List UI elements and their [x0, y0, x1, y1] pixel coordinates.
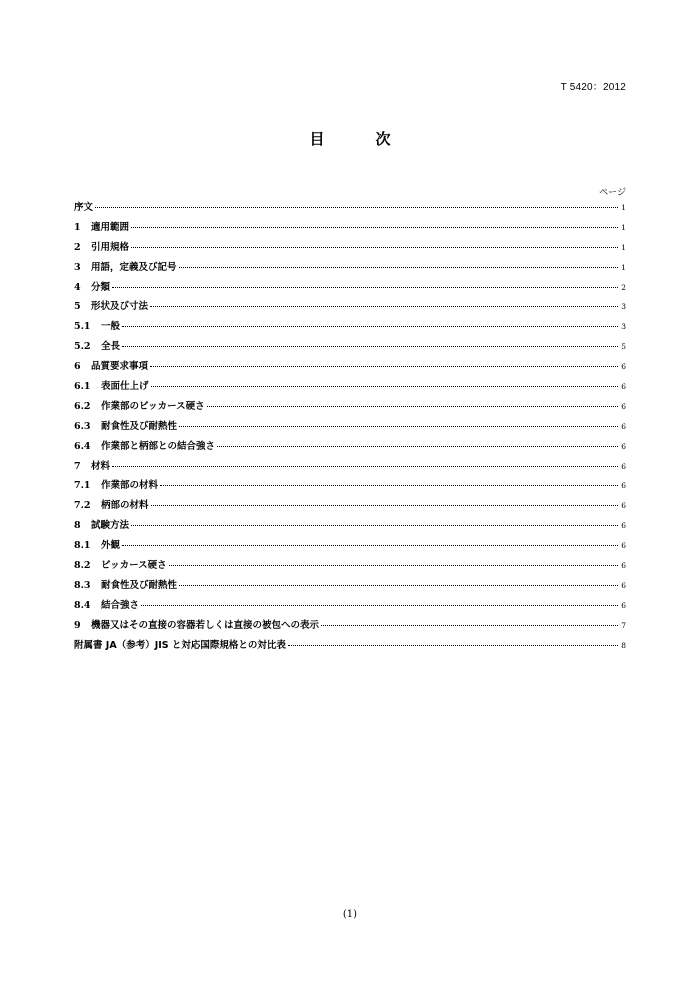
standard-number: T 5420：2012	[560, 82, 626, 93]
toc-entry[interactable]	[74, 358, 626, 378]
toc-entry-number: 6.4	[74, 440, 91, 452]
toc-entry[interactable]	[74, 378, 626, 398]
toc-entry-page: 6	[621, 481, 626, 491]
toc-entry-page: 6	[621, 421, 626, 431]
toc-title: 目 次	[309, 130, 409, 148]
toc-entry-title: 序文	[74, 202, 94, 213]
toc-entry[interactable]	[74, 497, 626, 517]
toc-entry-title: 試験方法	[91, 520, 130, 532]
toc-entry-page: 6	[621, 362, 626, 372]
toc-entry-title: 作業部のビッカース硬さ	[101, 400, 205, 412]
page-column-label: ページ	[599, 188, 626, 198]
toc-entry-number: 8.4	[74, 599, 91, 611]
toc-entry-title: 外観	[101, 540, 121, 552]
toc-entry-number: 5.2	[74, 341, 91, 353]
toc-entry-page: 6	[621, 561, 626, 571]
toc-entry[interactable]	[74, 279, 626, 299]
toc-entry[interactable]	[74, 418, 626, 438]
toc-entry-number: 6.1	[74, 381, 91, 393]
toc-entry[interactable]	[74, 537, 626, 557]
toc-entry-page: 6	[621, 521, 626, 531]
toc-entry-page: 8	[621, 640, 626, 650]
toc-entry-number: 7.1	[74, 480, 91, 492]
toc-dot-leader	[95, 207, 618, 208]
toc-entry-title: 全長	[101, 341, 121, 353]
toc-entry[interactable]	[74, 477, 626, 497]
toc-dot-leader	[217, 446, 618, 447]
toc-entry-number: 4	[74, 281, 81, 293]
toc-entry[interactable]	[74, 458, 626, 478]
toc-entry-page: 1	[621, 222, 626, 232]
toc-entry[interactable]	[74, 259, 626, 279]
toc-entry-title: 材料	[91, 460, 111, 472]
toc-entry-title: 分類	[91, 281, 111, 293]
toc-dot-leader	[288, 645, 618, 646]
toc-entry-title: 一般	[101, 321, 121, 333]
toc-entry[interactable]	[74, 298, 626, 318]
toc-dot-leader	[122, 326, 618, 327]
toc-entry-number: 1	[74, 221, 81, 233]
toc-entry-page: 6	[621, 382, 626, 392]
toc-dot-leader	[169, 565, 618, 566]
toc-dot-leader	[131, 227, 618, 228]
toc-entry-number: 6.3	[74, 420, 91, 432]
page-number-footer: (1)	[342, 909, 358, 920]
toc-entry-title: 引用規格	[91, 241, 130, 253]
toc-entry-title: 機器又はその直接の容器若しくは直接の被包への表示	[91, 619, 320, 631]
toc-entry[interactable]	[74, 398, 626, 418]
toc-dot-leader	[151, 505, 618, 506]
toc-entry-title: 表面仕上げ	[101, 381, 149, 393]
toc-entry[interactable]	[74, 557, 626, 577]
toc-entry-title: 作業部と柄部との結合強さ	[101, 440, 216, 452]
toc-entry-page: 5	[621, 342, 626, 352]
toc-dot-leader	[321, 625, 618, 626]
toc-entry-page: 1	[621, 203, 626, 212]
toc-entry[interactable]	[74, 438, 626, 458]
toc-entry-page: 3	[621, 302, 626, 312]
toc-entry[interactable]	[74, 617, 626, 637]
toc-entry-number: 8.2	[74, 560, 91, 572]
toc-entry-number: 8	[74, 520, 81, 532]
toc-entry-title: 品質要求事項	[91, 361, 149, 373]
toc-dot-leader	[150, 366, 618, 367]
toc-entry-page: 6	[621, 501, 626, 511]
toc-entry-title: ビッカース硬さ	[101, 560, 167, 572]
toc-dot-leader	[122, 545, 618, 546]
toc-entry-page: 1	[621, 262, 626, 272]
toc-entry-number: 9	[74, 619, 81, 631]
toc-entry-title: 結合強さ	[101, 599, 140, 611]
toc-entry-page: 2	[621, 282, 626, 292]
toc-dot-leader	[179, 585, 618, 586]
toc-entry-number: 7.2	[74, 500, 91, 512]
toc-dot-leader	[141, 605, 618, 606]
toc-entry-title: 附属書 JA（参考）JIS と対応国際規格との対比表	[74, 639, 286, 651]
toc-dot-leader	[179, 426, 618, 427]
toc-entry-page: 7	[621, 620, 626, 630]
toc-entry-title: 作業部の材料	[101, 480, 159, 492]
toc-entry[interactable]	[74, 597, 626, 617]
toc-entry-number: 8.1	[74, 540, 91, 552]
toc-entry-page: 6	[621, 600, 626, 610]
toc-entry-title: 耐食性及び耐熱性	[101, 420, 178, 432]
toc-entry-page: 6	[621, 461, 626, 471]
toc-entry-page: 6	[621, 541, 626, 551]
toc-entry[interactable]	[74, 199, 626, 219]
toc-dot-leader	[112, 287, 618, 288]
toc-entry-number: 3	[74, 261, 81, 273]
toc-entry-title: 耐食性及び耐熱性	[101, 579, 178, 591]
toc-entry-page: 6	[621, 401, 626, 411]
toc-entry[interactable]	[74, 219, 626, 239]
toc-dot-leader	[160, 485, 618, 486]
table-of-contents	[74, 199, 626, 656]
toc-entry-page: 3	[621, 322, 626, 332]
toc-entry-title: 用語，定義及び記号	[91, 261, 177, 273]
toc-dot-leader	[122, 346, 618, 347]
toc-entry[interactable]	[74, 338, 626, 358]
toc-entry-number: 7	[74, 460, 81, 472]
toc-entry[interactable]	[74, 517, 626, 537]
toc-entry-number: 8.3	[74, 579, 91, 591]
toc-entry[interactable]	[74, 577, 626, 597]
toc-dot-leader	[179, 267, 618, 268]
toc-entry-number: 5	[74, 301, 81, 313]
toc-entry-title: 適用範囲	[91, 221, 130, 233]
toc-entry[interactable]	[74, 318, 626, 338]
toc-entry-number: 2	[74, 241, 81, 253]
toc-entry-number: 6	[74, 361, 81, 373]
toc-dot-leader	[151, 386, 618, 387]
toc-entry[interactable]	[74, 239, 626, 259]
toc-entry-number: 6.2	[74, 400, 91, 412]
toc-entry[interactable]	[74, 637, 626, 657]
toc-dot-leader	[150, 306, 618, 307]
toc-dot-leader	[131, 525, 618, 526]
toc-entry-title: 形状及び寸法	[91, 301, 149, 313]
toc-entry-page: 1	[621, 242, 626, 252]
toc-entry-title: 柄部の材料	[101, 500, 149, 512]
toc-entry-page: 6	[621, 441, 626, 451]
toc-dot-leader	[131, 247, 618, 248]
toc-entry-number: 5.1	[74, 321, 91, 333]
toc-entry-page: 6	[621, 580, 626, 590]
toc-dot-leader	[112, 466, 618, 467]
toc-dot-leader	[207, 406, 618, 407]
